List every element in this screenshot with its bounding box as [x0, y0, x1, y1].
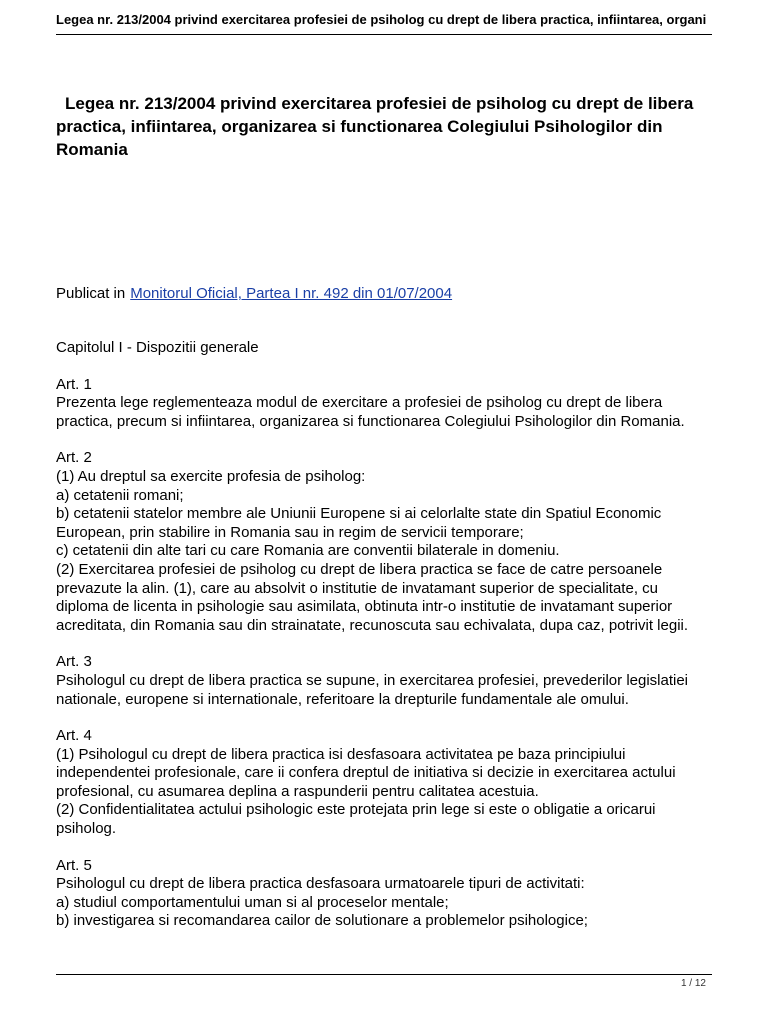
article-line: a) studiul comportamentului uman si al proceselor mentale;: [56, 893, 449, 911]
page-number: 1 / 12: [680, 978, 706, 989]
article-1: [56, 376, 726, 432]
published-label: Publicat in: [56, 285, 126, 302]
article-line: Psihologul cu drept de libera practica desfasoara urmatoarele tipuri de activitati:: [56, 875, 585, 893]
article-line: profesional, cu asumarea deplina a raspunderii pentru calitatea acestuia.: [56, 782, 539, 800]
article-line: Prezenta lege reglementeaza modul de exercitare a profesiei de psiholog cu drept de libera: [56, 394, 663, 412]
document-title: [56, 92, 716, 161]
article-line: psiholog.: [56, 820, 117, 838]
article-heading: Art. 3: [56, 653, 92, 671]
header-divider: [56, 34, 712, 35]
article-line: c) cetatenii din alte tari cu care Romania are conventii bilaterale in domeniu.: [56, 542, 560, 560]
article-line: (1) Au dreptul sa exercite profesia de psiholog:: [56, 467, 366, 485]
article-line: Psihologul cu drept de libera practica se supune, in exercitarea profesiei, prevederilor legislatiei: [56, 671, 689, 689]
article-heading: Art. 2: [56, 449, 92, 467]
article-line: b) investigarea si recomandarea cailor de solutionare a problemelor psihologice;: [56, 912, 588, 930]
article-line: (2) Confidentialitatea actului psihologic este protejata prin lege si este o obligatie a oricarui: [56, 801, 656, 819]
article-2: [56, 449, 726, 635]
article-line: diploma de licenta in psihologie sau asimilata, obtinuta intr-o institutie de invatamant superior: [56, 598, 673, 616]
article-line: a) cetatenii romani;: [56, 486, 184, 504]
article-line: practica, precum si infiintarea, organizarea si functionarea Colegiului Psihologilor din Romania.: [56, 412, 685, 430]
document-title-text: Legea nr. 213/2004 privind exercitarea profesiei de psiholog cu drept de libera practica, infiintarea, organizarea si functionarea Colegiului Psihologilor din Romania: [56, 94, 694, 159]
article-5: [56, 857, 726, 931]
article-line: acreditata, din Romania sau din strainatate, recunoscuta sau echivalata, dupa caz, potrivit legii.: [56, 616, 689, 634]
article-3: [56, 653, 726, 709]
article-heading: Art. 1: [56, 375, 92, 393]
document-body: [56, 339, 726, 931]
article-line: European, prin stabilire in Romania sau in regim de servicii temporare;: [56, 523, 524, 541]
publication-line: [56, 284, 452, 304]
chapter-heading: Capitolul I - Dispozitii generale: [56, 339, 259, 356]
article-heading: Art. 4: [56, 727, 92, 745]
article-line: (1) Psihologul cu drept de libera practica isi desfasoara activitatea pe baza principiului: [56, 745, 626, 763]
article-line: (2) Exercitarea profesiei de psiholog cu drept de libera practica se face de catre persoanele: [56, 560, 663, 578]
article-line: nationale, europene si internationale, referitoare la drepturile fundamentale ale omului.: [56, 690, 629, 708]
article-heading: Art. 5: [56, 856, 92, 874]
article-line: b) cetatenii statelor membre ale Uniunii Europene si ai celorlalte state din Spatiul Economic: [56, 505, 662, 523]
footer-divider: [56, 974, 712, 975]
article-4: [56, 727, 726, 839]
running-header: Legea nr. 213/2004 privind exercitarea profesiei de psiholog cu drept de libera practica, infiintarea, organi: [56, 12, 707, 27]
article-line: prevazute la alin. (1), care au absolvit o institutie de invatamant superior de specialitate, cu: [56, 579, 658, 597]
article-line: independentei profesionale, care ii confera dreptul de initiativa si decizie in exercitarea actului: [56, 764, 676, 782]
monitorul-oficial-link[interactable]: Monitorul Oficial, Partea I nr. 492 din 01/07/2004: [130, 285, 453, 302]
